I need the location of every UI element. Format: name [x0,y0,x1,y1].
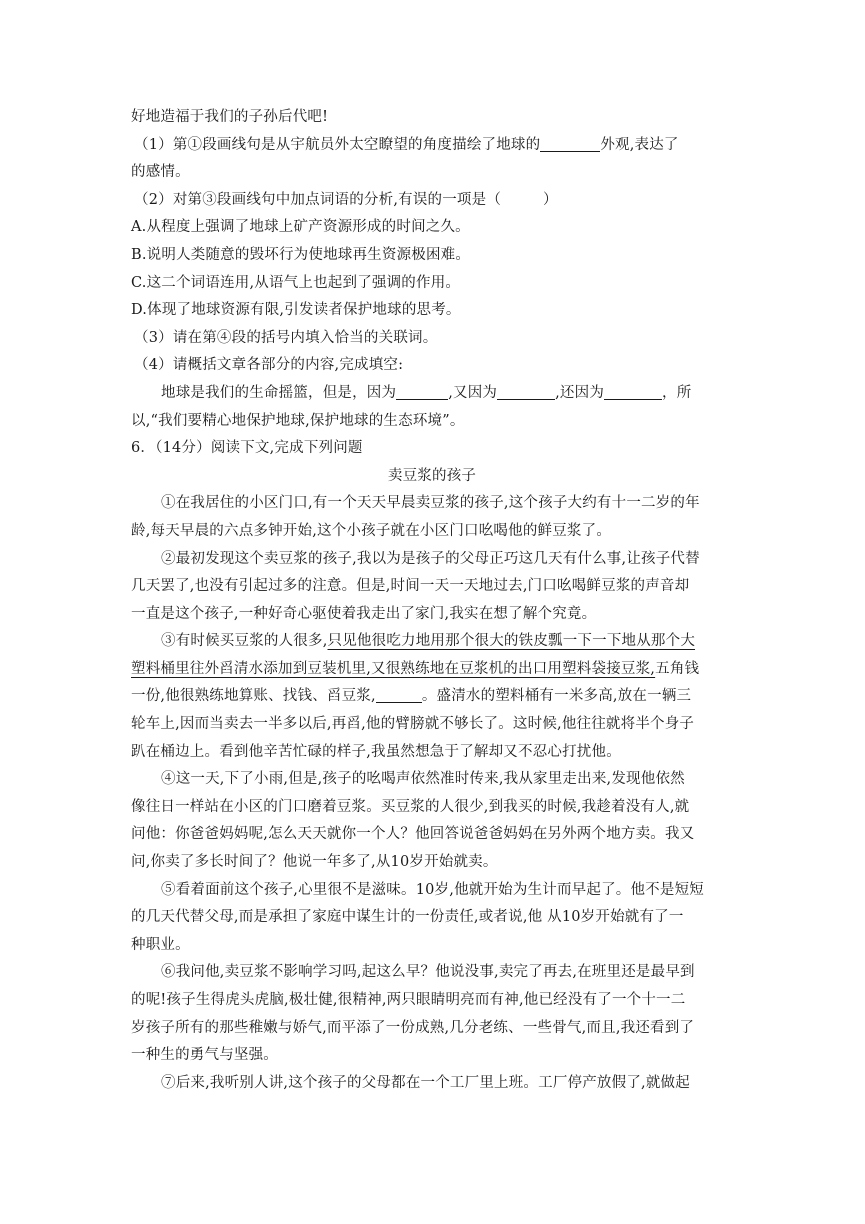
paragraph-line: 种职业。 [131,936,190,953]
question-1-text-after: 外观,表达了 [600,136,679,153]
question-2-stem: （2）对第③段画线句中加点词语的分析,有误的一项是（ [134,191,502,208]
paragraph-7 [131,1070,739,1098]
answer-blank[interactable] [604,384,662,400]
paragraph-line: 问,你卖了多长时间了？他说一年多了,从10岁开始就卖。 [131,854,498,871]
answer-blank[interactable] [396,384,448,400]
question-6-header: 6．（14分）阅读下文,完成下列问题 [131,440,363,457]
fill-text-3: ,还因为 [555,384,605,401]
paragraph-line: 一直是这个孩子,一种好奇心驱使着我走出了家门,我实在想了解个究竟。 [131,605,597,622]
option-c: C.这二个词语连用,从语气上也起到了强调的作用。 [131,274,461,291]
paragraph-line [131,628,739,656]
option-d: D.体现了地球资源有限,引发读者保护地球的思考。 [131,302,461,319]
underlined-sentence: 只见他很吃力地用那个很大的铁皮瓢一下一下地从那个大 [327,633,696,650]
question-2-close: ） [543,191,558,208]
question-4-continuation: 以,“我们要精心地保护地球,保护地球的生态环境”。 [131,412,465,429]
paragraph-line: 问他：你爸爸妈妈呢,怎么天天就你一个人？他回答说爸爸妈妈在另外两个地方卖。我又 [131,826,695,843]
paragraph-line: 轮车上,因而当卖去一半多以后,再舀,他的臂膀就不够长了。这时候,他往往就将半个身子 [131,716,695,733]
paragraph-5 [131,877,739,960]
paragraph-line: 岁孩子所有的那些稚嫩与娇气,而平添了一份成熟,几分老练、一些骨气,而且,我还看到了 [131,1019,695,1036]
answer-blank[interactable] [497,384,555,400]
paragraph-line: ⑥我问他,卖豆浆不影响学习吗,起这么早？他说没事,卖完了再去,在班里还是最早到 [161,964,695,981]
document-body [131,104,739,1097]
option-b: B.说明人类随意的毁坏行为使地球再生资源极困难。 [131,246,471,263]
paragraph-1 [131,490,739,545]
question-4-fill-line [131,380,739,408]
question-1 [131,132,739,160]
question-3: （3）请在第④段的括号内填入恰当的关联词。 [134,329,438,346]
paragraph-line: 像往日一样站在小区的门口磨着豆浆。买豆浆的人很少,到我买的时候,我趁着没有人,就 [131,798,690,815]
paragraph-line: ⑤看着面前这个孩子,心里很不是滋味。10岁,他就开始为生计而早起了。他不是短短 [161,881,704,898]
paragraph-line: ④这一天,下了小雨,但是,孩子的吆喝声依然准时传来,我从家里走出来,发现他依然 [161,771,685,788]
intro-line: 好地造福于我们的子孙后代吧! [131,109,329,125]
paragraph-line: 趴在桶边上。看到他辛苦忙碌的样子,我虽然想急于了解却又不忍心打扰他。 [131,743,621,760]
paragraph-line [131,656,739,684]
paragraph-line: 一种生的勇气与坚强。 [131,1047,278,1064]
paragraph-line: ①在我居住的小区门口,有一个天天早晨卖豆浆的孩子,这个孩子大约有十一二岁的年 [161,495,700,512]
paragraph-2 [131,546,739,629]
paragraph-line: 的几天代替父母,而是承担了家庭中谋生计的一份责任,或者说,他 从10岁开始就有了一 [131,909,684,926]
answer-blank[interactable] [540,136,600,152]
paragraph-text: 五角钱 [655,660,700,677]
story-title: 卖豆浆的孩子 [387,467,477,484]
paragraph-line: ⑦后来,我听别人讲,这个孩子的父母都在一个工厂里上班。工厂停产放假了,就做起 [161,1074,690,1091]
answer-blank[interactable] [376,687,422,703]
paragraph-4 [131,766,739,876]
paragraph-text: ③有时候买豆浆的人很多, [161,633,328,650]
fill-text-4: ，所 [662,384,692,401]
paragraph-line: 龄,每天早晨的六点多钟开始,这个小孩子就在小区门口吆喝他的鲜豆浆了。 [131,522,612,539]
paragraph-text: 一份,他很熟练地算账、找钱、舀豆浆, [131,688,376,705]
fill-text-1: 地球是我们的生命摇篮，但是，因为 [161,384,397,401]
question-2 [131,187,739,215]
paragraph-6 [131,959,739,1069]
paragraph-line [131,683,739,711]
fill-text-2: ,又因为 [448,384,498,401]
question-1-text: （1）第①段画线句是从宇航员外太空瞭望的角度描绘了地球的 [134,136,541,153]
paragraph-line: 几天罢了,也没有引起过多的注意。但是,时间一天一天地过去,门口吆喝鲜豆浆的声音却 [131,578,690,595]
paragraph-3 [131,628,739,766]
paragraph-text: 。盛清水的塑料桶有一米多高,放在一辆三 [421,688,692,705]
question-4: （4）请概括文章各部分的内容,完成填空: [134,357,404,374]
underlined-sentence: 塑料桶里往外舀清水添加到豆装机里,又很熟练地在豆浆机的出口用塑料袋接豆浆, [131,660,656,677]
paragraph-line: 的呢!孩子生得虎头虎脑,极壮健,很精神,两只眼睛明亮而有神,他已经没有了一个十一二 [131,992,686,1008]
question-1-continuation: 的感情。 [131,164,190,181]
option-a: A.从程度上强调了地球上矿产资源形成的时间之久。 [131,219,470,236]
paragraph-line: ②最初发现这个卖豆浆的孩子,我以为是孩子的父母正巧这几天有什么事,让孩子代替 [161,550,700,567]
